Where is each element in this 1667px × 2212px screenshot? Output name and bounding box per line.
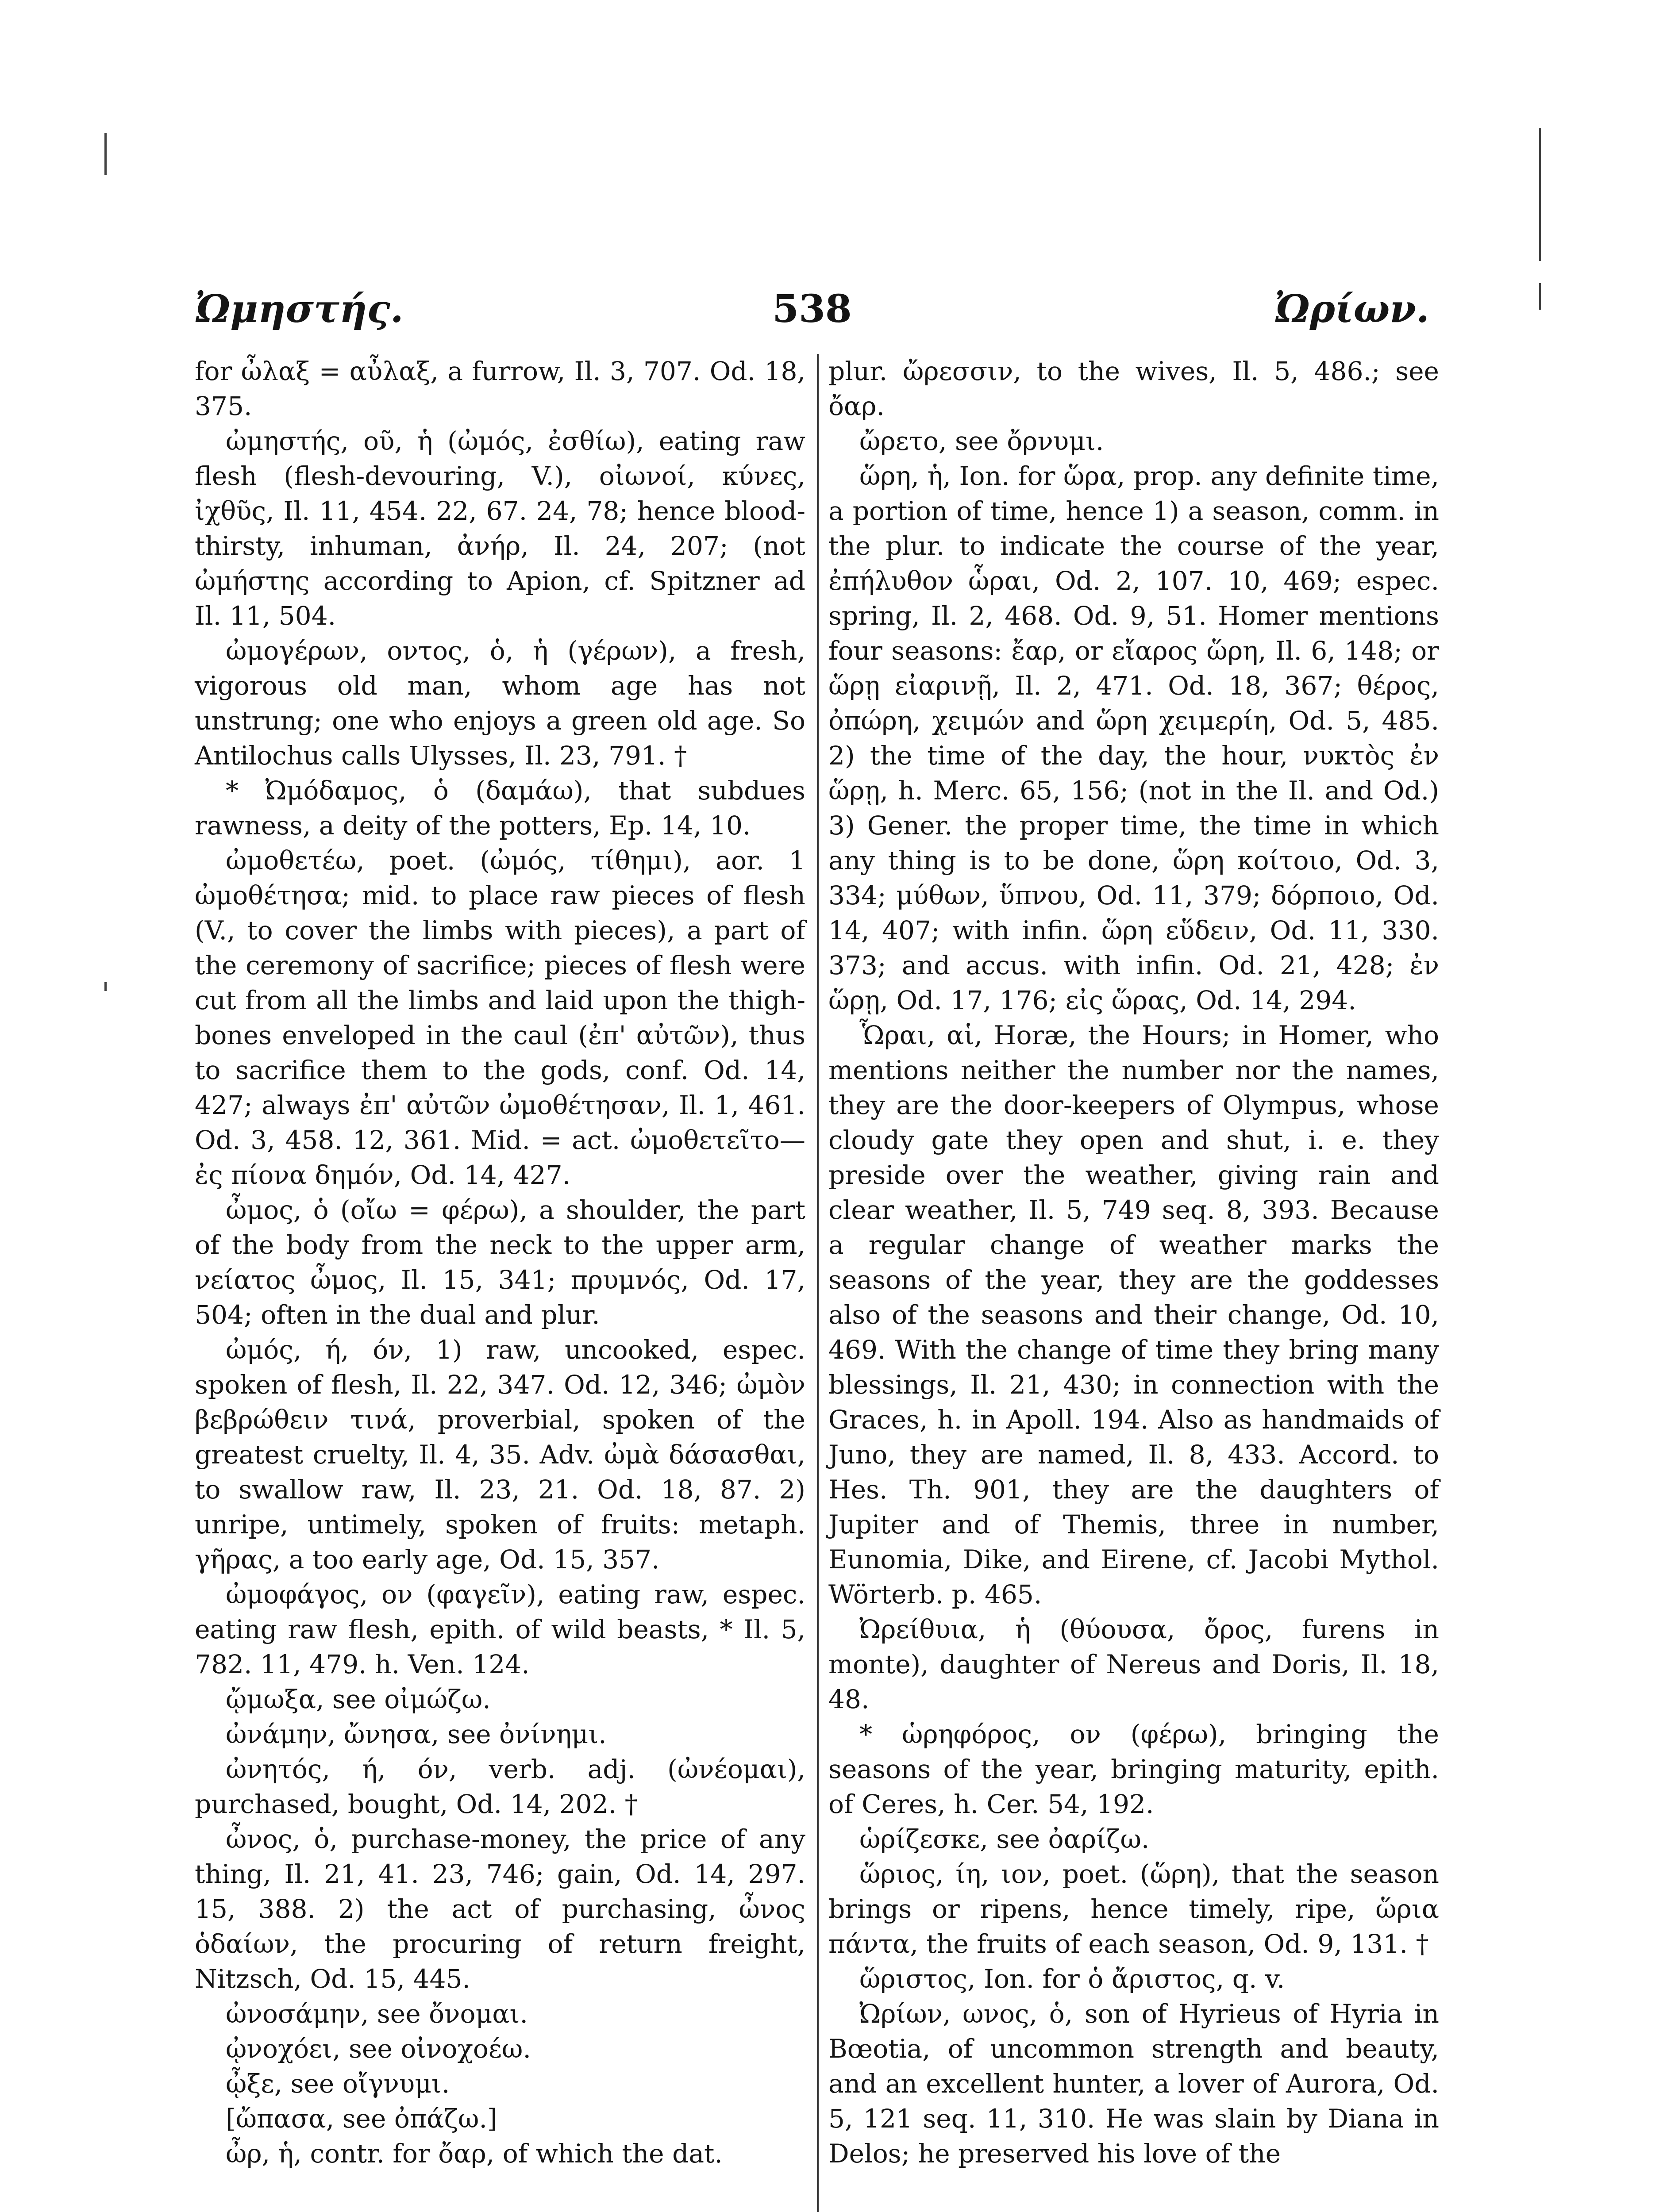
- entry: ᾠνοχόει, see οἰνοχοέω.: [226, 2034, 531, 2064]
- entry: ὠνάμην, ὤνησα, see ὀνίνημι.: [226, 1719, 607, 1749]
- right-margin-mark-2: [1539, 283, 1541, 310]
- entry: ὦμος, ὁ (οἴω = φέρω), a shoulder, the part of the body from the neck to the upper arm, νείατος ὦμος, Il. 15, 341; πρυμνός, Od. 17, 504; often in the dual and plur.: [195, 1195, 805, 1330]
- entry: ᾤμωξα, see οἰμώζω.: [226, 1684, 491, 1714]
- entry: Ὧραι, αἱ, Horæ, the Hours; in Homer, who mentions neither the number nor the names, they are the door-keepers of Olympus, whose cloudy gate they open and shut, i. e. they preside over the weather, giving rain and clear weather, Il. 5, 749 seq. 8, 393. Because a regular change of weather marks the seasons of the year, they are the goddesses also of the seasons and their change, Od. 10, 469. With the change of time they bring many blessings, Il. 21, 430; in connection with the Graces, h. in Apoll. 194. Also as handmaids of Juno, they are named, Il. 8, 433. Accord. to Hes. Th. 901, they are the daughters of Jupiter and of Themis, three in number, Eunomia, Dike, and Eirene, cf. Jacobi Mythol. Wörterb. p. 465.: [828, 1020, 1439, 1609]
- page-header: [195, 287, 1429, 353]
- entry: ὤρετο, see ὄρνυμι.: [859, 426, 1104, 456]
- right-column: [828, 354, 1439, 2171]
- entry: ὠμογέρων, οντος, ὁ, ἡ (γέρων), a fresh, vigorous old man, whom age has not unstrung; one who enjoys a green old age. So Antilochus calls Ulysses, Il. 23, 791. †: [195, 636, 805, 771]
- page-number: 538: [772, 287, 852, 331]
- entry: ὠμηστής, οῦ, ἡ (ὠμός, ἐσθίω), eating raw flesh (flesh-devouring, V.), οἰωνοί, κύνες, ἰχθῦς, Il. 11, 454. 22, 67. 24, 78; hence blood-thirsty, inhuman, ἀνήρ, Il. 24, 207; (not ὠμήστης according to Apion, cf. Spitzner ad Il. 11, 504.: [195, 426, 805, 631]
- column-divider: [817, 354, 819, 2212]
- entry: ὠμός, ή, όν, 1) raw, uncooked, espec. spoken of flesh, Il. 22, 347. Od. 12, 346; ὠμὸν βεβρώθειν τινά, proverbial, spoken of the greatest cruelty, Il. 4, 35. Adv. ὠμὰ δάσασθαι, to swallow raw, Il. 23, 21. Od. 18, 87. 2) unripe, untimely, spoken of fruits: metaph. γῆρας, a too early age, Od. 15, 357.: [195, 1335, 805, 1575]
- entry: ᾦξε, see οἴγνυμι.: [226, 2069, 450, 2099]
- entry: ὠνητός, ή, όν, verb. adj. (ὠνέομαι), purchased, bought, Od. 14, 202. †: [195, 1754, 805, 1819]
- entry: ὡρίζεσκε, see ὀαρίζω.: [859, 1824, 1150, 1854]
- left-margin-mark: [104, 133, 107, 175]
- left-running-headword: Ὠμηστής.: [195, 287, 404, 331]
- entry: for ὦλαξ = αὖλαξ, a furrow, Il. 3, 707. Od. 18, 375.: [195, 356, 805, 421]
- entry: ὠμοφάγος, ον (φαγεῖν), eating raw, espec. eating raw flesh, epith. of wild beasts, * Il. 5, 782. 11, 479. h. Ven. 124.: [195, 1579, 805, 1679]
- entry: ὥρη, ἡ, Ion. for ὥρα, prop. any definite time, a portion of time, hence 1) a season, comm. in the plur. to indicate the course of the year, ἐπήλυθον ὧραι, Od. 2, 107. 10, 469; espec. spring, Il. 2, 468. Od. 9, 51. Homer mentions four seasons: ἔαρ, or εἴαρος ὥρη, Il. 6, 148; or ὥρῃ εἰαρινῇ, Il. 2, 471. Od. 18, 367; θέρος, ὀπώρη, χειμών and ὥρη χειμερίη, Od. 5, 485. 2) the time of the day, the hour, νυκτὸς ἐν ὥρῃ, h. Merc. 65, 156; (not in the Il. and Od.) 3) Gener. the proper time, the time in which any thing is to be done, ὥρη κοίτοιο, Od. 3, 334; μύθων, ὕπνου, Od. 11, 379; δόρποιο, Od. 14, 407; with infin. ὥρη εὕδειν, Od. 11, 330. 373; and accus. with infin. Od. 21, 428; ἐν ὥρῃ, Od. 17, 176; εἰς ὥρας, Od. 14, 294.: [828, 461, 1439, 1015]
- entry: ὥριος, ίη, ιον, poet. (ὥρη), that the season brings or ripens, hence timely, ripe, ὥρια πάντα, the fruits of each season, Od. 9, 131. †: [828, 1859, 1439, 1959]
- entry: * Ὠμόδαμος, ὁ (δαμάω), that subdues rawness, a deity of the potters, Ep. 14, 10.: [195, 776, 805, 841]
- entry: ὦνος, ὁ, purchase-money, the price of any thing, Il. 21, 41. 23, 746; gain, Od. 14, 297. 15, 388. 2) the act of purchasing, ὦνος ὁδαίων, the procuring of return freight, Nitzsch, Od. 15, 445.: [195, 1824, 805, 1994]
- entry: ὠμοθετέω, poet. (ὠμός, τίθημι), aor. 1 ὠμοθέτησα; mid. to place raw pieces of flesh (V., to cover the limbs with pieces), a part of the ceremony of sacrifice; pieces of flesh were cut from all the limbs and laid upon the thigh-bones enveloped in the caul (ἐπ' αὐτῶν), thus to sacrifice them to the gods, conf. Od. 14, 427; always ἐπ' αὐτῶν ὠμοθέτησαν, Il. 1, 461. Od. 3, 458. 12, 361. Mid. = act. ὠμοθετεῖτο—ἐς πίονα δημόν, Od. 14, 427.: [195, 845, 805, 1190]
- entry: [ὤπασα, see ὀπάζω.]: [226, 2104, 497, 2134]
- entry: * ὡρηφόρος, ον (φέρω), bringing the seasons of the year, bringing maturity, epith. of Ceres, h. Cer. 54, 192.: [828, 1719, 1439, 1819]
- entry: Ὠρείθυια, ἡ (θύουσα, ὄρος, furens in monte), daughter of Nereus and Doris, Il. 18, 48.: [828, 1614, 1439, 1714]
- right-running-headword: Ὠρίων.: [1274, 287, 1429, 331]
- entry: ὦρ, ἡ, contr. for ὄαρ, of which the dat.: [226, 2139, 723, 2169]
- entry: ὠνοσάμην, see ὄνομαι.: [226, 1999, 528, 2029]
- left-margin-mark-2: [104, 982, 107, 991]
- entry: ὥριστος, Ion. for ὁ ἄριστος, q. v.: [859, 1964, 1285, 1994]
- entry: plur. ὤρεσσιν, to the wives, Il. 5, 486.; see ὄαρ.: [828, 356, 1439, 421]
- left-column: [195, 354, 805, 2171]
- right-margin-mark: [1539, 128, 1541, 261]
- entry: Ὠρίων, ωνος, ὁ, son of Hyrieus of Hyria in Bœotia, of uncommon strength and beauty, and an excellent hunter, a lover of Aurora, Od. 5, 121 seq. 11, 310. He was slain by Diana in Delos; he preserved his love of the: [828, 1999, 1439, 2169]
